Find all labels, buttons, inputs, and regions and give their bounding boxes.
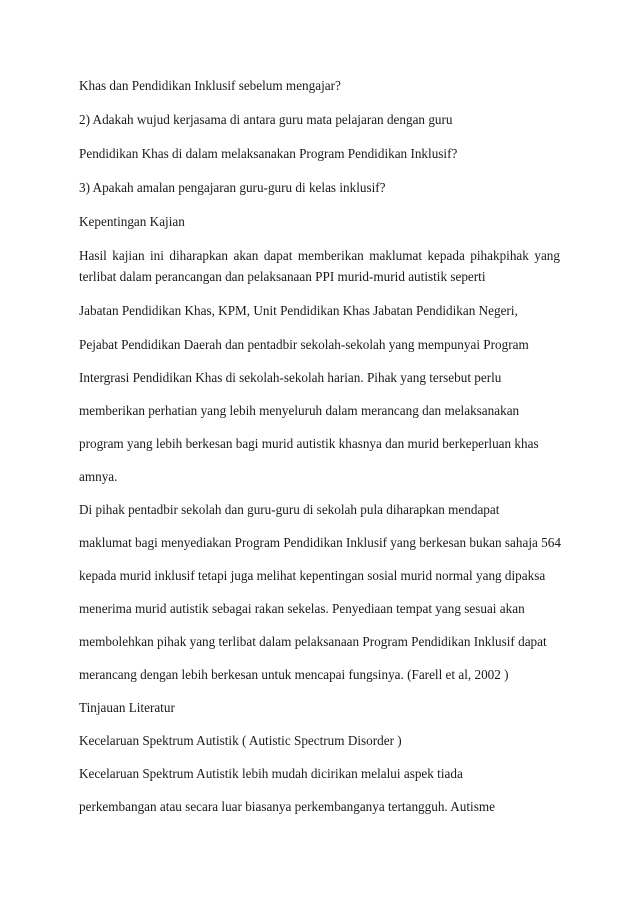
text-line: amnya. (79, 469, 118, 484)
section-heading-kepentingan-kajian: Kepentingan Kajian (79, 214, 185, 229)
text-line: Khas dan Pendidikan Inklusif sebelum mengajar? (79, 78, 341, 93)
text-line: Pendidikan Khas di dalam melaksanakan Program Pendidikan Inklusif? (79, 146, 458, 161)
text-line: Intergrasi Pendidikan Khas di sekolah-sekolah harian. Pihak yang tersebut perlu (79, 370, 502, 385)
subheading-kecelaruan-spektrum-autistik: Kecelaruan Spektrum Autistik ( Autistic Spectrum Disorder ) (79, 733, 402, 748)
text-line: membolehkan pihak yang terlibat dalam pelaksanaan Program Pendidikan Inklusif dapat (79, 634, 547, 649)
text-line: Kecelaruan Spektrum Autistik lebih mudah dicirikan melalui aspek tiada (79, 766, 463, 781)
text-line: Hasil kajian ini diharapkan akan dapat memberikan maklumat kepada pihakpihak yang (79, 248, 560, 263)
question-3-line: 3) Apakah amalan pengajaran guru-guru di kelas inklusif? (79, 180, 386, 195)
text-line: merancang dengan lebih berkesan untuk mencapai fungsinya. (Farell et al, 2002 ) (79, 667, 509, 682)
text-line: memberikan perhatian yang lebih menyeluruh dalam merancang dan melaksanakan (79, 403, 520, 418)
text-line: terlibat dalam perancangan dan pelaksanaan PPI murid-murid autistik seperti (79, 269, 486, 284)
section-heading-tinjauan-literatur: Tinjauan Literatur (79, 700, 175, 715)
question-2-line: 2) Adakah wujud kerjasama di antara guru mata pelajaran dengan guru (79, 112, 453, 127)
text-line: Jabatan Pendidikan Khas, KPM, Unit Pendidikan Khas Jabatan Pendidikan Negeri, (79, 303, 518, 318)
text-line: Di pihak pentadbir sekolah dan guru-guru di sekolah pula diharapkan mendapat (79, 502, 500, 517)
text-line: Pejabat Pendidikan Daerah dan pentadbir sekolah-sekolah yang mempunyai Program (79, 337, 529, 352)
text-line: program yang lebih berkesan bagi murid autistik khasnya dan murid berkeperluan khas (79, 436, 539, 451)
text-line: perkembangan atau secara luar biasanya perkembanganya tertangguh. Autisme (79, 799, 495, 814)
text-line: kepada murid inklusif tetapi juga melihat kepentingan sosial murid normal yang dipaksa (79, 568, 546, 583)
text-line: maklumat bagi menyediakan Program Pendidikan Inklusif yang berkesan bukan sahaja 564 (79, 535, 561, 550)
text-line: menerima murid autistik sebagai rakan sekelas. Penyediaan tempat yang sesuai akan (79, 601, 525, 616)
